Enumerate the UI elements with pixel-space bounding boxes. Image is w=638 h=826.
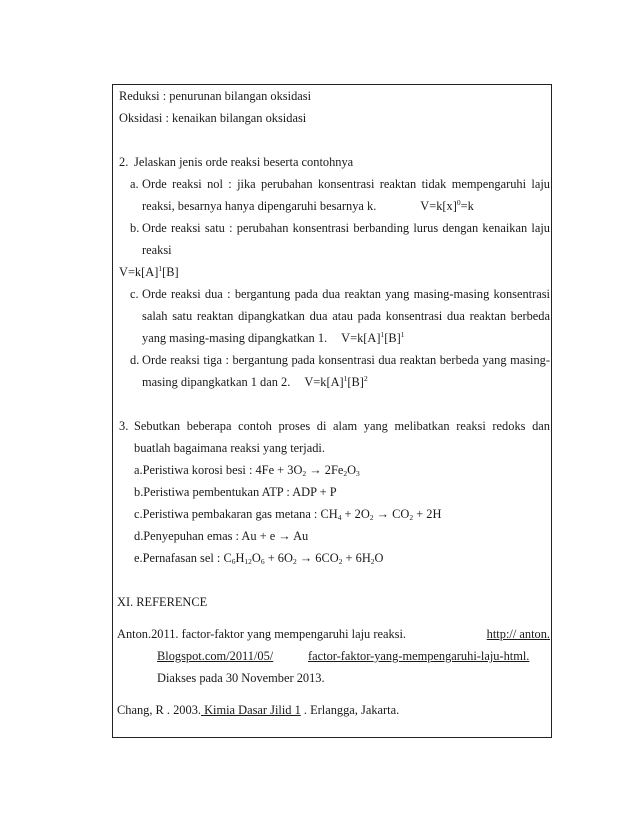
ref1-line2a[interactable] bbox=[157, 648, 312, 664]
q2-a-line2-text: reaksi, besarnya hanya dipengaruhi besarnya k. bbox=[142, 199, 377, 213]
q3-item-c bbox=[134, 506, 441, 522]
q3-e-text3: O bbox=[251, 551, 261, 565]
q2-a-label: a. bbox=[130, 177, 139, 191]
q2-c-formula-mid: [B] bbox=[384, 331, 401, 345]
q3-item-a bbox=[134, 462, 360, 478]
def-reduksi: Reduksi : penurunan bilangan oksidasi bbox=[119, 89, 312, 103]
q3-item-d: d.Penyepuhan emas : Au + e → Au bbox=[134, 529, 309, 543]
q3-a-text: a.Peristiwa korosi besi : 4Fe + 3O bbox=[134, 463, 303, 477]
q2-d-formula bbox=[304, 375, 367, 389]
ref2 bbox=[117, 702, 399, 718]
q2-question: Jelaskan jenis orde reaksi beserta contohnya bbox=[134, 155, 354, 169]
q3-a-sub1: 2 bbox=[302, 469, 307, 478]
ref1-link-part3[interactable]: factor-faktor-yang-mempengaruhi-laju-html. bbox=[308, 649, 530, 663]
q3-c-text2: + 2O bbox=[341, 507, 370, 521]
q3-e-text: e.Pernafasan sel : C bbox=[134, 551, 232, 565]
q3-e-text4: + 6O bbox=[264, 551, 293, 565]
q3-item-e bbox=[134, 550, 383, 566]
q3-c-sub2: 2 bbox=[369, 513, 374, 522]
reference-heading: XI. REFERENCE bbox=[117, 595, 208, 609]
q2-c-formula-pre: V=k[A] bbox=[341, 331, 381, 345]
ref1-link[interactable]: http:// anton. bbox=[486, 627, 550, 641]
q2-c-formula bbox=[341, 331, 404, 345]
q3-c-text4: + 2H bbox=[413, 507, 442, 521]
q2-c-formula-sup2: 1 bbox=[400, 330, 405, 339]
q3-e-sub1: 6 bbox=[231, 557, 236, 566]
q3-a-text3: O bbox=[347, 463, 357, 477]
q2-d-formula-sup1: 1 bbox=[343, 374, 348, 383]
q2-a-formula-pre: V=k[x] bbox=[420, 199, 457, 213]
q3-e-text2: H bbox=[235, 551, 245, 565]
q2-b-line1: Orde reaksi satu : perubahan konsentrasi berbanding lurus dengan kenaikan laju bbox=[142, 221, 550, 235]
def-oksidasi: Oksidasi : kenaikan bilangan oksidasi bbox=[119, 111, 307, 125]
ref1-line2b[interactable] bbox=[308, 648, 529, 664]
ref1-line3: Diakses pada 30 November 2013. bbox=[157, 671, 325, 685]
q3-line2: buatlah bagaimana reaksi yang terjadi. bbox=[134, 441, 325, 455]
q2-b-formula-pre: V=k[A] bbox=[119, 265, 159, 279]
q2-b-line2: reaksi bbox=[142, 243, 172, 257]
q3-c-sub3: 2 bbox=[409, 513, 414, 522]
ref2-post: . Erlangga, Jakarta. bbox=[300, 703, 400, 717]
q3-e-text7: O bbox=[374, 551, 384, 565]
q3-e-sub3: 6 bbox=[260, 557, 265, 566]
q3-line1: Sebutkan beberapa contoh proses di alam yang melibatkan reaksi redoks dan bbox=[134, 419, 550, 433]
q3-number: 3. bbox=[119, 419, 129, 433]
q2-a-line2 bbox=[142, 198, 474, 214]
q3-a-sub2: 2 bbox=[343, 469, 348, 478]
q3-e-sub2: 12 bbox=[244, 557, 252, 566]
q2-a-line1: Orde reaksi nol : jika perubahan konsentrasi reaktan tidak mempengaruhi laju bbox=[142, 177, 550, 191]
ref1-line1-text: Anton.2011. factor-faktor yang mempengaruhi laju reaksi. bbox=[117, 627, 407, 641]
q2-d-formula-sup2: 2 bbox=[363, 374, 368, 383]
q2-d-formula-mid: [B] bbox=[347, 375, 364, 389]
q2-d-formula-pre: V=k[A] bbox=[304, 375, 344, 389]
q3-e-text6: + 6H bbox=[342, 551, 371, 565]
q3-c-text3: → CO bbox=[373, 507, 410, 521]
q2-b-label: b. bbox=[130, 221, 140, 235]
q3-e-sub6: 2 bbox=[370, 557, 375, 566]
q3-e-text5: → 6CO bbox=[296, 551, 339, 565]
q2-a-formula bbox=[420, 199, 474, 213]
q3-e-sub5: 2 bbox=[338, 557, 343, 566]
ref2-title: Kimia Dasar Jilid 1 bbox=[200, 703, 301, 717]
q2-c-line3-text: yang masing-masing dipangkatkan 1. bbox=[142, 331, 328, 345]
ref2-pre: Chang, R . 2003. bbox=[117, 703, 201, 717]
q2-b-formula bbox=[119, 264, 179, 280]
q3-c-sub1: 4 bbox=[337, 513, 342, 522]
q3-a-text2: → 2Fe bbox=[306, 463, 344, 477]
q2-number: 2. bbox=[119, 155, 129, 169]
q2-c-formula-sup1: 1 bbox=[380, 330, 385, 339]
q3-e-sub4: 2 bbox=[292, 557, 297, 566]
q3-a-sub3: 3 bbox=[356, 469, 360, 478]
q2-d-line2 bbox=[142, 374, 368, 390]
q2-c-line1: Orde reaksi dua : bergantung pada dua reaktan yang masing-masing konsentrasi bbox=[142, 287, 550, 301]
q2-d-line2-text: masing dipangkatkan 1 dan 2. bbox=[142, 375, 291, 389]
q3-c-text: c.Peristiwa pembakaran gas metana : CH bbox=[134, 507, 338, 521]
q3-item-b: b.Peristiwa pembentukan ATP : ADP + P bbox=[134, 485, 337, 499]
ref1-link-part2[interactable]: Blogspot.com/2011/05/ bbox=[157, 649, 274, 663]
q2-a-formula-sup: 0 bbox=[456, 198, 461, 207]
ref1-line1 bbox=[117, 626, 550, 642]
q2-d-label: d. bbox=[130, 353, 140, 367]
q2-b-formula-sup: 1 bbox=[158, 264, 163, 273]
q2-b-formula-post: [B] bbox=[162, 265, 179, 279]
q2-c-label: c. bbox=[130, 287, 139, 301]
q2-c-line3 bbox=[142, 330, 405, 346]
q2-a-formula-post: =k bbox=[460, 199, 474, 213]
q2-d-line1: Orde reaksi tiga : bergantung pada konsentrasi dua reaktan berbeda yang masing- bbox=[142, 353, 550, 367]
q2-c-line2: salah satu reaktan dipangkatkan dua atau pada konsentrasi dua reaktan berbeda bbox=[142, 309, 550, 323]
